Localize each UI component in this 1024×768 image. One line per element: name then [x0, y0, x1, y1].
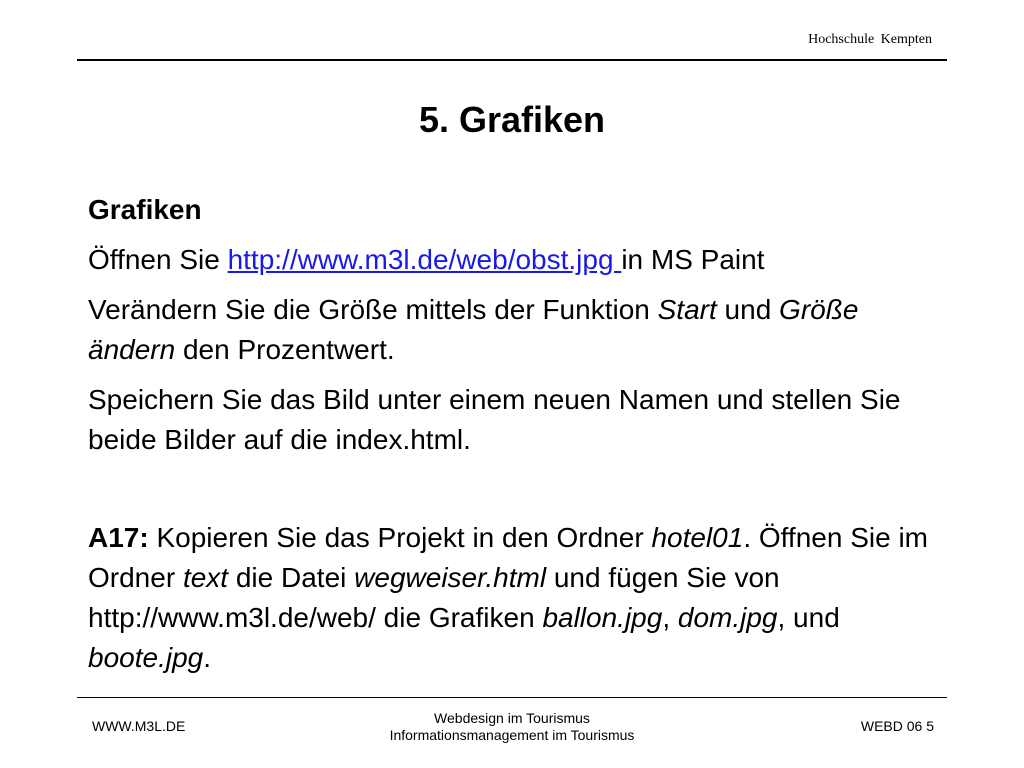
task-text-6: , und	[777, 602, 840, 633]
institution-name: Hochschule Kempten	[808, 32, 932, 47]
image-url-link[interactable]: http://www.m3l.de/web/obst.jpg	[227, 244, 622, 275]
task-label: A17:	[88, 522, 149, 553]
footer-course-title: Webdesign im Tourismus	[434, 710, 590, 726]
task-file-term: wegweiser.html	[354, 562, 547, 593]
footer-page-number: WEBD 06 5	[860, 718, 934, 734]
footer-divider	[77, 697, 947, 698]
footer-course-subtitle: Informationsmanagement im Tourismus	[389, 727, 635, 743]
instruction-resize	[88, 290, 948, 370]
footer-website: WWW.M3L.DE	[92, 718, 186, 734]
instruction-save: Speichern Sie das Bild unter einem neuen Namen und stellen Sie beide Bilder auf die index.html.	[88, 384, 901, 455]
open-image-suffix: in MS Paint	[621, 244, 765, 275]
slide-title: 5. Grafiken	[418, 99, 606, 140]
section-subheading: Grafiken	[88, 194, 202, 225]
task-text-7: .	[203, 642, 211, 673]
task-text-4: und fügen Sie von http://www.m3l.de/web/ die Grafiken	[88, 562, 780, 633]
task-text-1: Kopieren Sie das Projekt in den Ordner	[148, 522, 652, 553]
open-image-prefix: Öffnen Sie	[88, 244, 228, 275]
slide-content	[88, 190, 948, 678]
task-subfolder-term: text	[182, 562, 229, 593]
task-image-boote: boote.jpg	[88, 642, 204, 673]
task-image-dom: dom.jpg	[677, 602, 778, 633]
task-a17	[88, 518, 948, 678]
resize-text-3: den Prozentwert.	[175, 334, 395, 365]
resize-text-1: Verändern Sie die Größe mittels der Funktion	[88, 294, 658, 325]
task-folder-term: hotel01	[651, 522, 744, 553]
task-image-ballon: ballon.jpg	[542, 602, 663, 633]
instruction-open-image	[88, 240, 948, 280]
resize-function-term: Größe ändern	[88, 294, 859, 365]
task-text-2: . Öffnen Sie im Ordner	[88, 522, 928, 593]
task-text-5: ,	[662, 602, 678, 633]
task-text-3: die Datei	[228, 562, 355, 593]
resize-text-2: und	[716, 294, 780, 325]
header-divider	[77, 59, 947, 61]
resize-start-term: Start	[657, 294, 717, 325]
